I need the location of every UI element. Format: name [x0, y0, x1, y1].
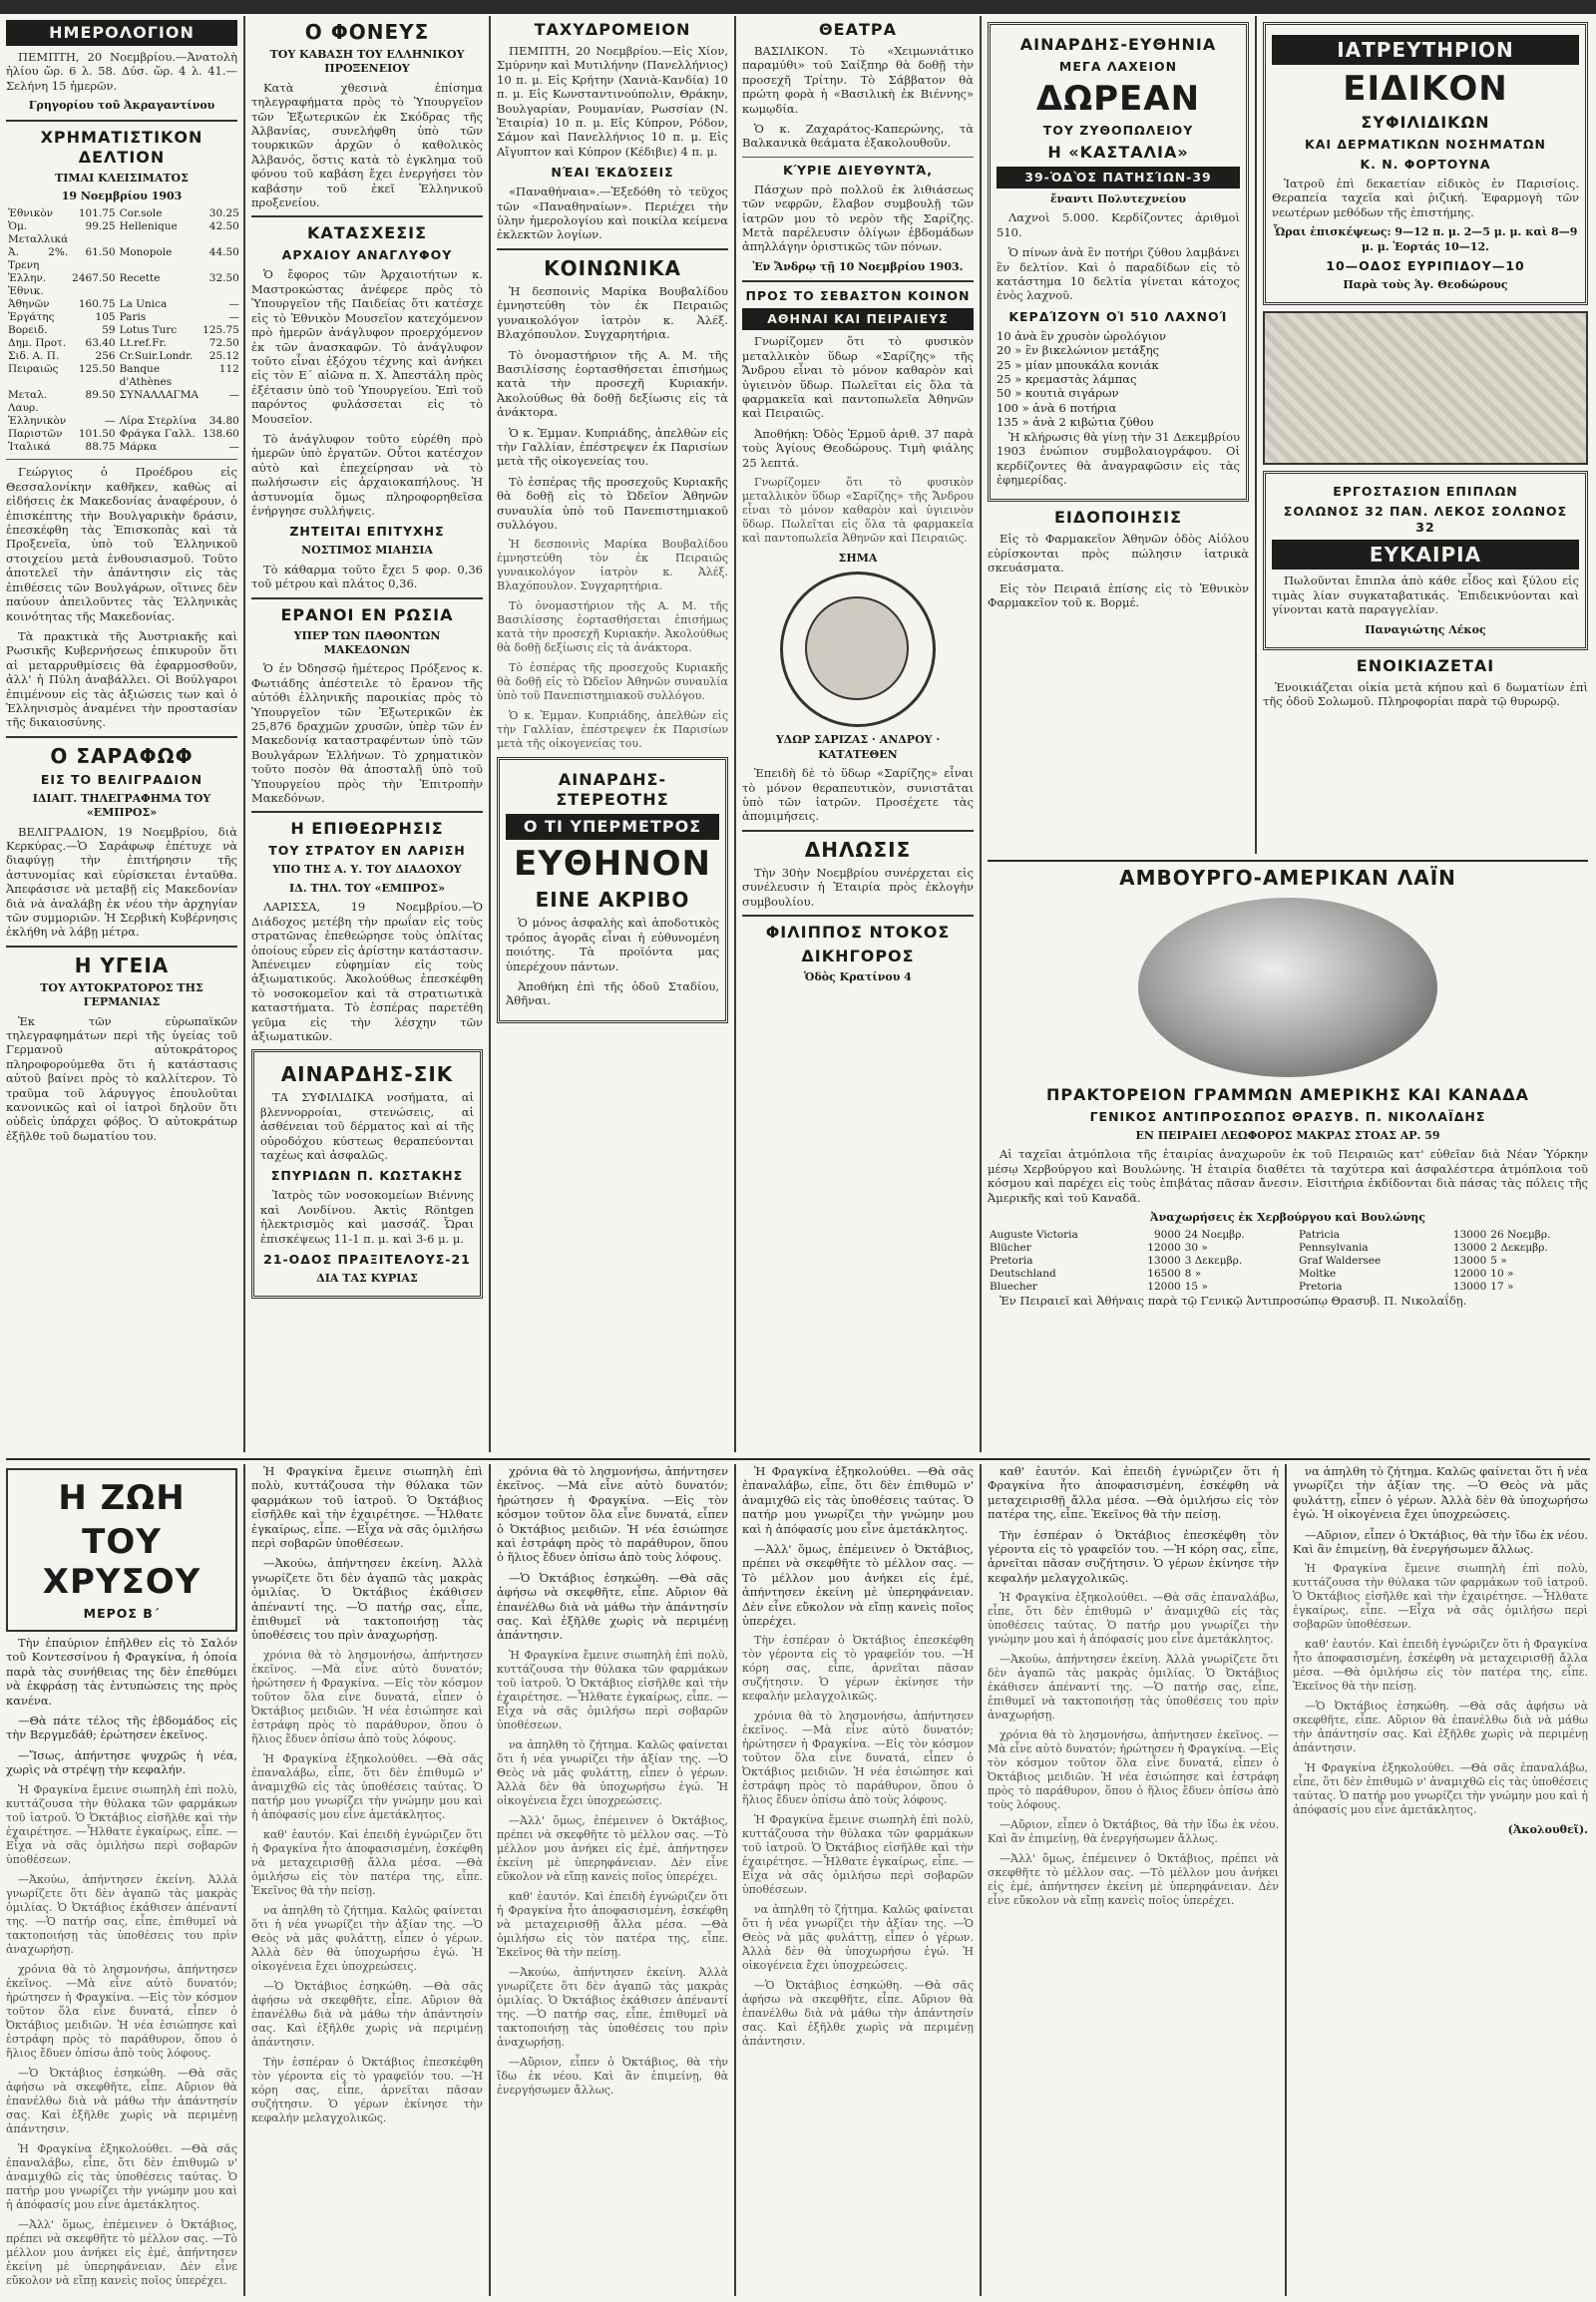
feuilleton-c5: καθ' ἑαυτόν. Καὶ ἐπειδὴ ἐγνώριζεν ὅτι ἡ Φραγκίνα ἦτο ἀποφασισμένη, ἐσκέφθη νὰ μεταχειρισθῇ ἄλλα μέσα. —Θὰ ὁμιλήσω εἰς τὸν πατέρα της, εἶπε. Ἐκεῖνος θὰ τὴν πείσῃ. [988, 1464, 1279, 1522]
offer-big: ΔΩΡΕΑΝ [1035, 79, 1201, 119]
feuilleton-c2: Ἡ Φραγκίνα ἔμεινε σιωπηλὴ ἐπὶ πολὺ, κυττάζουσα τὴν θύλακα τῶν φαρμάκων τοῦ ἰατροῦ. Ὁ Ὀκτάβιος εἰσῆλθε καὶ τὴν ἐχαιρέτησε. —Ἦλθατε ἐγκαίρως, εἶπε. —Εἶχα νὰ σᾶς ὁμιλήσω περὶ σοβαρῶν ὑποθέσεων. [251, 1464, 483, 1551]
feuilleton-c4b: —Ἀλλ' ὅμως, ἐπέμεινεν ὁ Ὀκτάβιος, πρέπει νὰ σκεφθῆτε τὸ μέλλον σας. —Τὸ μέλλον μου ἀνήκει εἰς ἐμέ, ἀπήντησεν ἐκείνη μὲ ὑπερηφάνειαν. Δὲν εἶνε εὔκολον νὰ εἴπῃ κανεὶς ποῖος ὑπερέχει. [742, 1542, 974, 1629]
stereotes-big: ΕΥΘΗΝΟΝ [513, 844, 712, 885]
column-1 [6, 16, 237, 1452]
schedule-row: Pretoria 13000 17 » [1299, 1281, 1514, 1294]
feuilleton-c5g: —Ἀλλ' ὅμως, ἐπέμεινεν ὁ Ὀκτάβιος, πρέπει νὰ σκεφθῆτε τὸ μέλλον σας. —Τὸ μέλλον μου ἀνήκει εἰς ἐμέ, ἀπήντησεν ἐκείνη μὲ ὑπερηφάνειαν. Δὲν εἶνε εὔκολον νὰ εἴπῃ κανεὶς ποῖος ὑπερέχει. [988, 1852, 1279, 1908]
stereotes-text-2: Ἀποθήκη ἐπὶ τῆς ὁδοῦ Σταδίου, Ἀθῆναι. [506, 979, 719, 1008]
notice-5-text-2: Εἰς τὸν Πειραιᾶ ἐπίσης εἰς τὸ Ἐθνικὸν Φαρμακεῖον τοῦ κ. Βορμέ. [988, 580, 1249, 609]
inspection-title: Η ΕΠΙΘΕΩΡΗΣΙΣ [290, 819, 444, 839]
rent-text: Ἐνοικιάζεται οἰκία μετὰ κήπου καὶ 6 δωματίων ἐπὶ τῆς ὁδοῦ Σολωμοῦ. Πληροφορίαι παρὰ τῷ θυρωρῷ. [1263, 680, 1588, 709]
rate-row: Ἑλληνικὸν — Λίρα Στερλίνα 34.80 [8, 415, 239, 428]
clinic-text: Ἰατροῦ ἐπὶ δεκαετίαν εἰδικὸς ἐν Παρισίοις. Θεραπεία ταχεῖα καὶ ῥιζική. Ἐφαρμογὴ τῶν νεωτέρων μεθόδων τῆς ἐπιστήμης. [1272, 177, 1579, 219]
russia-title: ΕΡΑΝΟΙ ΕΝ ΡΩΣΙΑ [280, 604, 454, 624]
theatre-title: ΘΕΑΤΡΑ [819, 20, 897, 39]
feuilleton-col-3 [497, 1464, 728, 2296]
ainardis-ad [251, 1049, 483, 1299]
furniture-ad [1263, 471, 1588, 650]
murder-title: Ο ΦΟΝΕΥΣ [304, 20, 430, 44]
letter-sign: Ἐν Ἄνδρῳ τῇ 10 Νοεμβρίου 1903. [752, 259, 964, 273]
public-subtitle: ΑΘΗΝΑΙ ΚΑΙ ΠΕΙΡΑΙΕΥΣ [742, 308, 974, 330]
feuilleton-c4: Ἡ Φραγκίνα ἐξηκολούθει. —Θὰ σᾶς ἐπαναλάβω, εἶπε, ὅτι δὲν ἐπιθυμῶ ν' ἀναμιχθῶ εἰς τὰς ὑποθέσεις ταύτας. Ὁ πατήρ μου γνωρίζει τὴν γνώμην μου καὶ ἡ ἀπόφασίς μου εἶνε ἀμετάκλητος. [742, 1464, 974, 1536]
ship-illustration-icon [1138, 898, 1437, 1077]
column-5 [988, 16, 1249, 854]
inspection-subtitle-2: ΥΠΟ ΤΗΣ Α. Υ. ΤΟΥ ΔΙΑΔΟΧΟΥ [272, 863, 462, 877]
schedule-tables [988, 1229, 1588, 1294]
letter-text: Πάσχων πρὸ πολλοῦ ἐκ λιθιάσεως τῶν νεφρῶν, ἔλαβον συμβουλῇ τῶν ἰατρῶν μου τὸ νερὸν τῆς Σαρίζης. Μετὰ παρέλευσιν ὀλίγων ἑβδομάδων ἀπηλλάγην ὁριστικῶς τῶν πόνων. [742, 182, 974, 254]
prize-item: 10 ἀνὰ ἓν χρυσὸν ὡρολόγιον [997, 328, 1166, 343]
offer-text: Λαχνοὶ 5.000. Κερδίζοντες ἀριθμοὶ 510. [997, 210, 1240, 239]
schedule-row: Deutschland 16500 8 » [990, 1268, 1202, 1281]
exchange-date: 19 Νοεμβρίου 1903 [61, 190, 183, 203]
feuilleton-c6d: καθ' ἑαυτόν. Καὶ ἐπειδὴ ἐγνώριζεν ὅτι ἡ Φραγκίνα ἦτο ἀποφασισμένη, ἐσκέφθη νὰ μεταχειρισθῇ ἄλλα μέσα. —Θὰ ὁμιλήσω εἰς τὸν πατέρα της, εἶπε. Ἐκεῖνος θὰ τὴν πείσῃ. [1293, 1638, 1588, 1694]
schedule-row: Auguste Victoria 9000 24 Νοεμβρ. [990, 1229, 1245, 1242]
prize-item: 100 » ἀνὰ 6 ποτήρια [997, 400, 1117, 415]
rate-row: Δημ. Προτ. 63.40 Lt.ref.Fr. 72.50 [8, 337, 239, 350]
agency-footer: Ἐν Πειραιεῖ καὶ Ἀθήναις παρὰ τῷ Γενικῷ Ἀντιπροσώπῳ Θρασυβ. Π. Νικολαΐδῃ. [999, 1294, 1467, 1309]
column-6 [1263, 16, 1588, 854]
offer-big-2: ΚΕΡΔΊΖΟΥΝ ΟἹ 510 ΛΑΧΝΟΊ [1008, 308, 1228, 324]
offer-line-3: Η «ΚΑΣΤΑΛΙΑ» [1047, 143, 1189, 162]
rent-title: ΕΝΟΙΚΙΑΖΕΤΑΙ [1356, 656, 1495, 676]
wanted-subtitle: ΝΟΣΤΙΜΟΣ ΜΙΑΗΣΙΑ [301, 544, 433, 558]
books-text: «Παναθήναια».—Ἐξεδόθη τὸ τεῦχος τῶν «Παναθηναίων». Περιέχει τὴν ὑλην ἡμερολογίου καὶ ποικίλα κείμενα ἐκλεκτῶν λογίων. [497, 185, 728, 242]
rate-row: Βορειδ. 59 Lotus Turc 125.75 [8, 324, 239, 337]
social-text-6: Τὸ ὀνομαστήριον τῆς Α. Μ. τῆς Βασιλίσσης ἑορτασθήσεται ἐπισήμως κατὰ τὴν προσεχῆ Κυριακήν. Ἀκολούθως θὰ δοθῇ δεξίωσις εἰς τὰ ἀνάκτορα. [497, 599, 728, 655]
feuilleton-p7: —Ὁ Ὀκτάβιος ἐσηκώθη. —Θὰ σᾶς ἀφήσω νὰ σκεφθῆτε, εἶπε. Αὔριον θὰ ἐπανέλθω διὰ νὰ μάθω τὴν ἀπάντησίν σας. Καὶ ἐξῆλθε χωρὶς νὰ περιμένῃ ἀπάντησιν. [6, 2066, 237, 2135]
wanted-label: ΖΗΤΕΙΤΑΙ ΕΠΙΤΥΧΗΣ [289, 524, 445, 540]
murder-text: Κατὰ χθεσινὰ ἐπίσημα τηλεγραφήματα πρὸς τὸ Ὑπουργεῖον τῶν Ἐξωτερικῶν ἐκ Σκόδρας τῆς Ἀλβανίας, συνελήφθη ὑπὸ τῶν τουρκικῶν ἀρχῶν ὁ καθολικὸς Ἀλβανός, ὅστις κατὰ τὸ ἐγκλημα τοῦ φόνου τοῦ καβάση ἔχει ἐνεργήσει τὸν καβάσην τοῦ ἐκεῖ Ἑλληνικοῦ προξενείου. [251, 80, 483, 210]
schedule-row: Patricia 13000 26 Νοεμβρ. [1299, 1229, 1551, 1242]
feuilleton-c4e: Ἡ Φραγκίνα ἔμεινε σιωπηλὴ ἐπὶ πολὺ, κυττάζουσα τὴν θύλακα τῶν φαρμάκων τοῦ ἰατροῦ. Ὁ Ὀκτάβιος εἰσῆλθε καὶ τὴν ἐχαιρέτησε. —Ἦλθατε ἐγκαίρως, εἶπε. —Εἶχα νὰ σᾶς ὁμιλήσω περὶ σοβαρῶν ὑποθέσεων. [742, 1813, 974, 1897]
rate-row: Ὁμ. Μεταλλικά 99.25 Hellenique 42.50 [8, 220, 239, 246]
books-title: ΝΈΑΙ ἘΚΔΌΣΕΙΣ [551, 165, 674, 181]
seal-label: ΣΗΜΑ [838, 551, 878, 565]
feuilleton-col-5 [988, 1464, 1279, 2296]
feuilleton-c2c: χρόνια θὰ τὸ λησμονήσω, ἀπήντησεν ἐκεῖνος. —Μὰ εἶνε αὐτὸ δυνατόν; ἠρώτησεν ἡ Φραγκίνα. —Εἰς τὸν κόσμον τοῦτον ὅλα εἶνε δυνατά, εἶπεν ὁ Ὀκτάβιος μειδιῶν. Ἡ νέα ἐσιώπησε καὶ ἐστράφη πρὸς τὸ παράθυρον, ὅπου ὁ ἥλιος ἔδυεν ὀπίσω ἀπὸ τοὺς λόφους. [251, 1648, 483, 1745]
feuilleton-p8: Ἡ Φραγκίνα ἐξηκολούθει. —Θὰ σᾶς ἐπαναλάβω, εἶπε, ὅτι δὲν ἐπιθυμῶ ν' ἀναμιχθῶ εἰς τὰς ὑποθέσεις ταύτας. Ὁ πατήρ μου γνωρίζει τὴν γνώμην μου καὶ ἡ ἀπόφασίς μου εἶνε ἀμετάκλητος. [6, 2141, 237, 2211]
feuilleton-col-1 [6, 1464, 237, 2296]
schedule-row: Moltke 12000 10 » [1299, 1268, 1514, 1281]
feuilleton-c3b: —Ὁ Ὀκτάβιος ἐσηκώθη. —Θὰ σᾶς ἀφήσω νὰ σκεφθῆτε, εἶπε. Αὔριον θὰ ἐπανέλθω διὰ νὰ μάθω τὴν ἀπάντησίν σας. Καὶ ἐξῆλθε χωρὶς νὰ περιμένῃ ἀπάντησιν. [497, 1570, 728, 1643]
seal-ring-text: ΥΔΩΡ ΣΑΡΙΖΑΣ · ΑΝΔΡΟΥ · ΚΑΤΑΤΕΘΕΝ [775, 733, 941, 761]
prize-item: 135 » ἀνὰ 2 κιβώτια ζύθου [997, 415, 1154, 430]
public-title: ΠΡΟΣ ΤΟ ΣΕΒΑΣΤΟΝ ΚΟΙΝΟΝ [745, 288, 971, 304]
factory-sign: Παναγιώτης Λέκος [1365, 622, 1486, 636]
offer-text-2: Ὁ πίνων ἀνὰ ἓν ποτήρι ζύθου λαμβάνει ἓν δελτίον. Καὶ ὁ παραδίδων εἰς τὸ κατάστημα 10 δελτία γίνεται κάτοχος ἑνὸς λαχνοῦ. [997, 245, 1240, 303]
offer-line-2: ΤΟΥ ΖΥΘΟΠΩΛΕΙΟΥ [1042, 123, 1194, 138]
feuilleton-c3f: καθ' ἑαυτόν. Καὶ ἐπειδὴ ἐγνώριζεν ὅτι ἡ Φραγκίνα ἦτο ἀποφασισμένη, ἐσκέφθη νὰ μεταχειρισθῇ ἄλλα μέσα. —Θὰ ὁμιλήσω εἰς τὸν πατέρα της, εἶπε. Ἐκεῖνος θὰ τὴν πείσῃ. [497, 1889, 728, 1959]
russia-subtitle: ΥΠΕΡ ΤΩΝ ΠΑΘΟΝΤΩΝ ΜΑΚΕΔΟΝΩΝ [293, 628, 441, 656]
social-title: ΚΟΙΝΩΝΙΚΑ [544, 255, 681, 280]
feuilleton-c6e: —Ὁ Ὀκτάβιος ἐσηκώθη. —Θὰ σᾶς ἀφήσω νὰ σκεφθῆτε, εἶπε. Αὔριον θὰ ἐπανέλθω διὰ νὰ μάθω τὴν ἀπάντησίν σας. Καὶ ἐξῆλθε χωρὶς νὰ περιμένῃ ἀπάντησιν. [1293, 1700, 1588, 1755]
advert-illustration [1263, 311, 1588, 465]
inspection-subtitle: ΤΟΥ ΣΤΡΑΤΟΥ ΕΝ ΛΑΡΙΣΗ [268, 843, 466, 859]
rate-row: Παριστῶν 101.50 Φράγκα Γαλλ. 138.60 [8, 428, 239, 441]
feuilleton-c6c: Ἡ Φραγκίνα ἔμεινε σιωπηλὴ ἐπὶ πολὺ, κυττάζουσα τὴν θύλακα τῶν φαρμάκων τοῦ ἰατροῦ. Ὁ Ὀκτάβιος εἰσῆλθε καὶ τὴν ἐχαιρέτησε. —Ἦλθατε ἐγκαίρως, εἶπε. —Εἶχα νὰ σᾶς ὁμιλήσω περὶ σοβαρῶν ὑποθέσεων. [1293, 1562, 1588, 1632]
public-text: Γνωρίζομεν ὅτι τὸ φυσικὸν μεταλλικὸν ὕδωρ «Σαρίζης» τῆς Ἄνδρου εἶναι τὸ μόνον καθαρὸν καὶ ὑγιεινὸν ὕδωρ. Πωλεῖται εἰς ὅλα τὰ φαρμακεῖα καὶ παντοπωλεῖα Ἀθηνῶν καὶ Πειραιῶς. [742, 334, 974, 421]
sarafof-title: Ο ΣΑΡΑΦΩΦ [50, 743, 194, 768]
exchange-subtitle: ΤΙΜΑΙ ΚΛΕΙΣΙΜΑΤΟΣ [55, 171, 189, 185]
letter-title: ΚΎΡΙΕ ΔΙΕΥΘΥΝΤΆ, [783, 162, 933, 178]
notice-5-title: ΕΙΔΟΠΟΙΗΣΙΣ [1053, 508, 1182, 528]
feuilleton-part: ΜΕΡΟΣ Β΄ [83, 1606, 161, 1621]
feuilleton-c4f: να ἀπηλθη τὸ ζήτημα. Καλῶς φαίνεται ὅτι ἡ νέα γνωρίζει τὴν ἀξίαν της. —Ὁ Θεὸς νὰ μᾶς φυλάττῃ, εἶπεν ὁ γέρων. Ἀλλὰ δὲν θὰ ὑποχωρήσω ἐγώ. Ἡ οἰκογένεια ἔχει ὑποχρεώσεις. [742, 1903, 974, 1973]
schedule-title: Ἀναχωρήσεις ἐκ Χερβούργου καὶ Βουλώνης [1150, 1211, 1425, 1225]
doctor-name: ΣΠΥΡΙΔΩΝ Π. ΚΩΣΤΑΚΗΣ [270, 1168, 464, 1184]
water-text: Ἐπειδὴ δὲ τὸ ὕδωρ «Σαρίζης» εἶναι τὸ μόνον θεραπευτικὸν, συνιστᾶται ὑπὸ τῶν ἰατρῶν. Προσέχετε τὰς ἀπομιμήσεις. [742, 766, 974, 824]
ainardis-text: ΤΑ ΣΥΦΙΛΙΔΙΚΑ νοσήματα, αἱ βλεννορροίαι, στενώσεις, αἱ ἀσθένειαι τοῦ δέρματος καὶ αἱ τῆς οὐροδόχου κύστεως θεραπεύονται ταχέως καὶ ἀσφαλῶς. [260, 1090, 474, 1162]
calendar-text: ΠΕΜΠΤΗ, 20 Νοεμβρίου.—Ἀνατολὴ ἡλίου ὥρ. 6 λ. 58. Δύσ. ὥρ. 4 λ. 41.—Σελήνη 15 ἡμερῶν. [6, 50, 237, 93]
rate-row: Ἑλλην. Ἐθνικ. 2467.50 Recette 32.50 [8, 272, 239, 298]
rate-row: Μεταλ. Λαυρ. 89.50 ΣΥΝΑΛΛΑΓΜΑ — [8, 389, 239, 415]
antiquity-text: Ὁ ἔφορος τῶν Ἀρχαιοτήτων κ. Μαστροκώστας ἀνέφερε πρὸς τὸ Ὑπουργεῖον τῆς Παιδείας ὅτι κατέσχε εἰς τὸ Ἐθνικὸν Μουσεῖον κατεχόμενον πρὸ ἡμερῶν ἀνάγλυφον προερχόμενον ἐκ τῶν ἀνασκαφῶν. Τὸ ἀνάγλυφον τοῦτο εἶναι ἐξόχου τέχνης καὶ ἀνήκει εἰς τὸν Ε΄ αἰῶνα π. Χ. Ἀπεστάλη πρὸς ἐξέτασιν ὑπὸ τοῦ Ὑπουργείου. Ἐπὶ τοῦ παρόντος φυλάσσεται εἰς τὸ Μουσεῖον. [251, 267, 483, 426]
rate-row: Ἰταλικά 88.75 Μάρκα — [8, 441, 239, 454]
antiquity-text-2: Τὸ ἀνάγλυφον τοῦτο εὑρέθη πρὸ ἡμερῶν ὑπὸ ἐργατῶν. Οὗτοι κατέσχον αὐτὸ καὶ ἐπεχείρησαν νὰ τὸ πωλήσωσιν εἰς ἀρχαιοκαπήλους. Ἡ ἀστυνομία ὅμως πληροφορηθεῖσα ἐνήργησε συλλήψεις. [251, 431, 483, 518]
lawyer-name: ΦΙΛΙΠΠΟΣ ΝΤΟΚΟΣ [765, 923, 951, 942]
feuilleton-c5e: χρόνια θὰ τὸ λησμονήσω, ἀπήντησεν ἐκεῖνος. —Μὰ εἶνε αὐτὸ δυνατόν; ἠρώτησεν ἡ Φραγκίνα. —Εἰς τὸν κόσμον τοῦτον ὅλα εἶνε δυνατά, εἶπεν ὁ Ὀκτάβιος μειδιῶν. Ἡ νέα ἐσιώπησε καὶ ἐστράφη πρὸς τὸ παράθυρον, ὅπου ὁ ἥλιος ἔδυεν ὀπίσω ἀπὸ τοὺς λόφους. [988, 1728, 1279, 1812]
social-text-8: Ὁ κ. Ἐμμαν. Κυπριάδης, ἀπελθὼν εἰς τὴν Γαλλίαν, ἐπέστρεψεν ἐκ Παρισίων μετὰ τῆς οἰκογενείας του. [497, 709, 728, 751]
feuilleton-col-6 [1293, 1464, 1588, 2296]
clinic-note: Παρὰ τοὺς Ἁγ. Θεοδώρους [1343, 278, 1508, 292]
schedule-row: Blücher 12000 30 » [990, 1242, 1208, 1255]
article-text: Γεώργιος ὁ Προέδρου εἰς Θεσσαλονίκην καθῆκεν, καθὼς αἱ εἰδήσεις ἐκ Μακεδονίας ἀναφέρουν, ὁ ἐπισκέπτης τὴν Βουλγαρικὴν δράσιν, ἐπεσκέφθη τὰς Ἐπισκοπὰς καὶ τὰ Προξενεῖα, ὑπὸ τοῦ Ἑλληνικοῦ στοιχείου μετὰ ἐνθουσιασμοῦ. Τοῦτο ἀποτελεῖ τὴν ἀπάντησιν εἰς τὰς ἐπιθέσεις τῶν Βουλγάρων, οἵτινες δὲν παύουν ἀπειλοῦντες τὰς Ἑλληνικὰς κοινότητας τῆς Μακεδονίας. [6, 465, 237, 623]
prize-list [997, 329, 1240, 430]
theatre-text: ΒΑΣΙΛΙΚΟΝ. Τὸ «Χειμωνιάτικο παραμύθι» τοῦ Σαίξπηρ θὰ δοθῇ τὴν προσεχῆ Τρίτην. Τὸ Σάββατον θὰ πρώτη φορὰ ἡ «Βασιλικὴ ἐκ Βιέννης» κωμῳδία. [742, 44, 974, 116]
agency-subtitle: ΓΕΝΙΚΟΣ ΑΝΤΙΠΡΟΣΩΠΟΣ ΘΡΑΣΥΒ. Π. ΝΙΚΟΛΑΪΔΗΣ [1089, 1109, 1486, 1124]
feuilleton-p1: Τὴν ἐπαύριον ἐπῆλθεν εἰς τὸ Σαλόν τοῦ Κοντεσσίνου ἡ Φραγκίνα, ἡ ὁποία παρὰ τὰς συνήθειας της δὲν ἐπεθύμει νὰ ἐκφράσῃ τὰς ἐντυπώσεις της πρὸς κανένα. [6, 1636, 237, 1708]
agency-address: ΕΝ ΠΕΙΡΑΙΕΙ ΛΕΩΦΟΡΟΣ ΜΑΚΡΑΣ ΣΤΟΑΣ ΑΡ. 59 [1135, 1129, 1440, 1142]
feuilleton-c2e: καθ' ἑαυτόν. Καὶ ἐπειδὴ ἐγνώριζεν ὅτι ἡ Φραγκίνα ἦτο ἀποφασισμένη, ἐσκέφθη νὰ μεταχειρισθῇ ἄλλα μέσα. —Θὰ ὁμιλήσω εἰς τὸν πατέρα της, εἶπε. Ἐκεῖνος θὰ τὴν πείσῃ. [251, 1827, 483, 1897]
stereotes-ad [497, 757, 728, 1022]
feuilleton-c3d: να ἀπηλθη τὸ ζήτημα. Καλῶς φαίνεται ὅτι ἡ νέα γνωρίζει τὴν ἀξίαν της. —Ὁ Θεὸς νὰ μᾶς φυλάττῃ, εἶπεν ὁ γέρων. Ἀλλὰ δὲν θὰ ὑποχωρήσω ἐγώ. Ἡ οἰκογένεια ἔχει ὑποχρεώσεις. [497, 1737, 728, 1807]
murder-subtitle: ΤΟΥ ΚΑΒΑΣΗ ΤΟΥ ΕΛΛΗΝΙΚΟΥ ΠΡΟΞΕΝΕΙΟΥ [269, 48, 465, 76]
offer-address: 39-ὉΔῸΣ ΠΑΤΗΣΊΩΝ-39 [997, 167, 1240, 189]
column-3 [497, 16, 728, 1452]
lawyer-address: Ὁδὸς Κρατίνου 4 [804, 970, 912, 983]
social-text-4: Τὸ ἑσπέρας τῆς προσεχοῦς Κυριακῆς θὰ δοθῇ εἰς τὸ Ὠδεῖον Ἀθηνῶν συναυλία ὑπὸ τοῦ Πανεπιστημιακοῦ συλλόγου. [497, 474, 728, 532]
feuilleton-c5b: Τὴν ἑσπέραν ὁ Ὀκτάβιος ἐπεσκέφθη τὸν γέροντα εἰς τὸ γραφεῖόν του. —Ἡ κόρη σας, εἶπε, ἀρνεῖται πᾶσαν συζήτησιν. Ὁ γέρων ἐκίνησε τὴν κεφαλήν μελαγχολικῶς. [988, 1527, 1279, 1585]
prize-item: 25 » κρεμαστὰς λάμπας [997, 372, 1137, 387]
offer-note: ἔναντι Πολυτεχνείου [1050, 192, 1186, 205]
inspection-wire: ΙΔ. ΤΗΛ. ΤΟΥ «ΕΜΠΡΟΣ» [289, 881, 445, 895]
feuilleton-p9: —Ἀλλ' ὅμως, ἐπέμεινεν ὁ Ὀκτάβιος, πρέπει νὰ σκεφθῆτε τὸ μέλλον σας. —Τὸ μέλλον μου ἀνήκει εἰς ἐμέ, ἀπήντησεν ἐκείνη μὲ ὑπερηφάνειαν. Δὲν εἶνε εὔκολον νὰ εἴπῃ κανεὶς ποῖος ὑπερέχει. [6, 2217, 237, 2287]
sarafof-text: ΒΕΛΙΓΡΑΔΙΟΝ, 19 Νοεμβρίου, διὰ Κερκύρας.—Ὁ Σαράφωφ ἐπέτυχε νὰ διαφύγῃ τὴν ἐπιτήρησιν τῆς ἀστυνομίας καὶ εὑρίσκεται ἐνταῦθα. Ἀπεφάσισε νὰ μεταβῇ εἰς Μακεδονίαν διὰ νὰ ἀναλάβῃ ἐκ νέου τὴν ἀρχηγίαν τῶν συμμοριῶν. Ἡ Σερβικὴ Κυβέρνησις ἐκλήθη νὰ λάβῃ μέτρα. [6, 824, 237, 940]
antiquity-title: ΚΑΤΑΣΧΕΣΙΣ [306, 223, 428, 243]
feuilleton-continued: (Ἀκολουθεῖ). [1507, 1823, 1588, 1837]
clinic-hours: Ὧραι ἐπισκέψεως: 9—12 π. μ. 2—5 μ. μ. καὶ 8—9 μ. μ. Ἑορτάς 10—12. [1273, 225, 1578, 253]
health-title: Η ΥΓΕΙΑ [74, 953, 170, 977]
exchange-table [6, 207, 241, 454]
public-text-2: Ἀποθήκη: Ὁδὸς Ἑρμοῦ ἀριθ. 37 παρὰ τοὺς Ἁγίους Θεοδώρους. Τιμὴ φιάλης 25 λεπτά. [742, 426, 974, 470]
rate-row: Σιδ. Α. Π. 256 Cr.Suir.Londr. 25.12 [8, 350, 239, 363]
clinic-subtitle: ΕΙΔΙΚΟΝ [1343, 69, 1508, 109]
ainardis-title: ΑΙΝΑΡΔΗΣ-ΣΙΚ [280, 1062, 454, 1087]
post-title: ΤΑΧΥΔΡΟΜΕΙΟΝ [534, 20, 691, 39]
schedule-row: Bluecher 12000 15 » [990, 1281, 1208, 1294]
feuilleton-c4g: —Ὁ Ὀκτάβιος ἐσηκώθη. —Θὰ σᾶς ἀφήσω νὰ σκεφθῆτε, εἶπε. Αὔριον θὰ ἐπανέλθω διὰ νὰ μάθω τὴν ἀπάντησίν σας. Καὶ ἐξῆλθε χωρὶς νὰ περιμένῃ ἀπάντησιν. [742, 1979, 974, 2049]
clinic-ad [1263, 22, 1588, 305]
inspection-text: ΛΑΡΙΣΣΑ, 19 Νοεμβρίου.—Ὁ Διάδοχος μετέβη τὴν πρωΐαν εἰς τοὺς στρατῶνας ἐπεθεώρησε τοὺς ὁπλίτας ὁποίους εὗρεν εἰς ἀρίστην κατάστασιν. Ἀπένειμεν εὐφημίαν εἰς τοὺς ἀξιωματικούς. Ἀκολούθως ἐπεσκέφθη τὸ νοσοκομεῖον καὶ τὰ στρατιωτικὰ καταστήματα. Τὸ ἑσπέρας παρετέθη γεῦμα εἰς τὴν λέσχην τῶν ἀξιωματικῶν. [251, 900, 483, 1043]
offer-text-3: Ἡ κλήρωσις θὰ γίνῃ τὴν 31 Δεκεμβρίου 1903 ἐνώπιον συμβολαιογράφου. Οἱ κερδίζοντες θὰ ἀναγραφῶσιν εἰς τὰς ἐφημερίδας. [997, 429, 1240, 487]
schedule-right [1297, 1229, 1588, 1294]
health-text: Ἐκ τῶν εὐρωπαϊκῶν τηλεγραφημάτων περὶ τῆς ὑγείας τοῦ Γερμανοῦ αὐτοκράτορος πληροφορούμεθα ὅτι ἡ κατάστασις αὐτοῦ βαίνει πρὸς τὸ καλλίτερον. Τὸ τραῦμα τοῦ λάρυγγος ἐπουλοῦται κανονικῶς καὶ οἱ ἰατροὶ δηλοῦν ὅτι οὐδεὶς ὑπάρχει φόβος. Ὁ αὐτοκράτωρ ἐξῆλθε τοῦ δωματίου του. [6, 1013, 237, 1143]
wanted-text: Τὸ κάθαρμα τοῦτο ἔχει 5 φορ. 0,36 τοῦ μέτρου καὶ πλάτος 0,36. [251, 562, 483, 591]
clinic-address: 10—ΟΔΟΣ ΕΥΡΙΠΙΔΟΥ—10 [1326, 258, 1525, 274]
agency-text: Αἱ ταχεῖαι ἀτμόπλοια τῆς ἑταιρίας ἀναχωροῦν ἐκ τοῦ Πειραιῶς κατ' εὐθεῖαν διὰ Νέαν Ὑόρκην μέσῳ Χερβούργου καὶ Βουλώνης. Ἡ ἑταιρία διαθέτει τὰ ταχύτερα καὶ ἀσφαλέστερα ἀτμόπλοια τοῦ κόσμου καὶ παρέχει εἰς τοὺς ἐπιβάτας πᾶσαν ἄνεσιν. Εἰσιτήρια ἐκδίδονται διὰ πάσας τὰς πόλεις τῆς Ἀμερικῆς καὶ τοῦ Καναδᾶ. [988, 1147, 1588, 1205]
doctor-text: Ἰατρὸς τῶν νοσοκομείων Βιέννης καὶ Λονδίνου. Ἀκτὶς Röntgen ἠλεκτρισμὸς καὶ μασσάζ. Ὧραι ἐπισκέψεως 11-1 π. μ. καὶ 3-6 μ. μ. [260, 1188, 474, 1246]
notice-5-text: Εἰς τὸ Φαρμακεῖον Ἀθηνῶν ὁδὸς Αἰόλου εὑρίσκονται πρὸς πώλησιν ἰατρικὰ σκευάσματα. [988, 532, 1249, 576]
feuilleton-col-4 [742, 1464, 974, 2296]
rate-row: Πειραιῶς 125.50 Banque d'Athènes 112 [8, 363, 239, 389]
stereotes-title: ΑΙΝΑΡΔΗΣ-ΣΤΕΡΕΟΤΗΣ [556, 770, 669, 810]
feuilleton-c2d: Ἡ Φραγκίνα ἐξηκολούθει. —Θὰ σᾶς ἐπαναλάβω, εἶπε, ὅτι δὲν ἐπιθυμῶ ν' ἀναμιχθῶ εἰς τὰς ὑποθέσεις ταύτας. Ὁ πατήρ μου γνωρίζει τὴν γνώμην μου καὶ ἡ ἀπόφασίς μου εἶνε ἀμετάκλητος. [251, 1751, 483, 1821]
offer-title: ΑΙΝΑΡΔΗΣ-ΕΥΘΗΝΙΑ [1019, 35, 1217, 54]
schedule-row: Pennsylvania 13000 2 Δεκεμβρ. [1299, 1242, 1548, 1255]
sarafof-wire: ΙΔΙΑΙΤ. ΤΗΛΕΓΡΑΦΗΜΑ ΤΟΥ «ΕΜΠΡΟΣ» [32, 791, 211, 820]
factory-title: ΕΡΓΟΣΤΑΣΙΟΝ ΕΠΙΠΛΩΝ [1333, 484, 1518, 500]
health-subtitle: ΤΟΥ ΑΥΤΟΚΡΑΤΟΡΟΣ ΤΗΣ ΓΕΡΜΑΝΙΑΣ [40, 980, 203, 1009]
feuilleton-c5c: Ἡ Φραγκίνα ἐξηκολούθει. —Θὰ σᾶς ἐπαναλάβω, εἶπε, ὅτι δὲν ἐπιθυμῶ ν' ἀναμιχθῶ εἰς τὰς ὑποθέσεις ταύτας. Ὁ πατήρ μου γνωρίζει τὴν γνώμην μου καὶ ἡ ἀπόφασίς μου εἶνε ἀμετάκλητος. [988, 1591, 1279, 1647]
prize-item: 25 » μίαν μπουκάλα κονιάκ [997, 357, 1159, 372]
feuilleton-p3: —Ἴσως, ἀπήντησε ψυχρῶς ἡ νέα, χωρὶς νὰ στρέψῃ τὴν κεφαλήν. [6, 1747, 237, 1777]
sarafof-subtitle: ΕΙΣ ΤΟ ΒΕΛΙΓΡΑΔΙΟΝ [40, 771, 203, 787]
feuilleton-c5f: —Αὔριον, εἶπεν ὁ Ὀκτάβιος, θὰ τὴν ἴδω ἐκ νέου. Καὶ ἂν ἐπιμείνῃ, θὰ ἐνεργήσωμεν ἄλλως. [988, 1818, 1279, 1846]
seal-portrait [805, 596, 909, 700]
rate-row: Ἀ. 2%. Τρενη 61.50 Monopole 44.50 [8, 246, 239, 272]
social-text-5: Ἡ δεσποινὶς Μαρίκα Βουβαλίδου ἐμνηστεύθη τὸν ἐκ Πειραιῶς γυναικολόγον ἰατρὸν κ. Ἀλέξ. Βλαχόπουλον. Συγχαρητήρια. [497, 538, 728, 593]
feuilleton-c6: να ἀπηλθη τὸ ζήτημα. Καλῶς φαίνεται ὅτι ἡ νέα γνωρίζει τὴν ἀξίαν της. —Ὁ Θεὸς νὰ μᾶς φυλάττῃ, εἶπεν ὁ γέρων. Ἀλλὰ δὲν θὰ ὑποχωρήσω ἐγώ. Ἡ οἰκογένεια ἔχει ὑποχρεώσεις. [1293, 1464, 1588, 1522]
feuilleton-c2h: Τὴν ἑσπέραν ὁ Ὀκτάβιος ἐπεσκέφθη τὸν γέροντα εἰς τὸ γραφεῖόν του. —Ἡ κόρη σας, εἶπε, ἀρνεῖται πᾶσαν συζήτησιν. Ὁ γέρων ἐκίνησε τὴν κεφαλήν μελαγχολικῶς. [251, 2055, 483, 2124]
exchange-title: ΧΡΗΜΑΤΙΣΤΙΚΟΝ ΔΕΛΤΙΟΝ [40, 127, 203, 167]
feuilleton-c4c: Τὴν ἑσπέραν ὁ Ὀκτάβιος ἐπεσκέφθη τὸν γέροντα εἰς τὸ γραφεῖόν του. —Ἡ κόρη σας, εἶπε, ἀρνεῖται πᾶσαν συζήτησιν. Ὁ γέρων ἐκίνησε τὴν κεφαλήν μελαγχολικῶς. [742, 1634, 974, 1704]
feuilleton-c3c: Ἡ Φραγκίνα ἔμεινε σιωπηλὴ ἐπὶ πολὺ, κυττάζουσα τὴν θύλακα τῶν φαρμάκων τοῦ ἰατροῦ. Ὁ Ὀκτάβιος εἰσῆλθε καὶ τὴν ἐχαιρέτησε. —Ἦλθατε ἐγκαίρως, εἶπε. —Εἶχα νὰ σᾶς ὁμιλήσω περὶ σοβαρῶν ὑποθέσεων. [497, 1648, 728, 1731]
schedule-row: Pretoria 13000 3 Δεκεμβρ. [990, 1255, 1243, 1268]
rate-row: Ἐργάτης 105 Paris — [8, 311, 239, 324]
shipping-ad [988, 860, 1588, 1454]
clinic-doctor: Κ. Ν. ΦΟΡΤΟΥΝΑ [1360, 157, 1491, 172]
offer-line-1: ΜΕΓΑ ΛΑΧΕΙΟΝ [1058, 59, 1178, 74]
feuilleton-title: Η ΖΩΗ [58, 1478, 186, 1518]
public-text-3: Γνωρίζομεν ὅτι τὸ φυσικὸν μεταλλικὸν ὕδωρ «Σαρίζης» τῆς Ἄνδρου εἶναι τὸ μόνον καθαρὸν καὶ ὑγιεινὸν ὕδωρ. Πωλεῖται εἰς ὅλα τὰ φαρμακεῖα καὶ παντοπωλεῖα Ἀθηνῶν καὶ Πειραιῶς. [742, 475, 974, 545]
doctor-note: ΔΙΑ ΤΑΣ ΚΥΡΙΑΣ [316, 1272, 418, 1285]
lawyer-title: ΔΙΚΗΓΟΡΟΣ [801, 947, 915, 965]
feuilleton-heading [6, 1468, 237, 1632]
feuilleton-c6b: —Αὔριον, εἶπεν ὁ Ὀκτάβιος, θὰ τὴν ἴδω ἐκ νέου. Καὶ ἂν ἐπιμείνῃ, θὰ ἐνεργήσωμεν ἄλλως. [1293, 1527, 1588, 1557]
schedule-row: Graf Waldersee 13000 5 » [1299, 1255, 1507, 1268]
theatre-text-2: Ὁ κ. Ζαχαράτος-Καπερώνης, τὰ Βαλκανικὰ θεάματα ἐξακολουθοῦν. [742, 122, 974, 151]
rate-row: Ἀθηνῶν 160.75 La Unica — [8, 298, 239, 311]
feuilleton-title-2: ΤΟΥ ΧΡΥΣΟΥ [42, 1522, 201, 1602]
factory-text: Πωλοῦνται ἔπιπλα ἀπὸ κάθε εἶδος καὶ ξύλου εἰς τιμὰς λίαν συγκαταβατικάς. Ἐπιδεικνύονται καὶ γίνονται κατὰ παραγγελίαν. [1272, 574, 1579, 617]
social-text-3: Ὁ κ. Ἐμμαν. Κυπριάδης, ἀπελθὼν εἰς τὴν Γαλλίαν, ἐπέστρεψεν ἐκ Παρισίων μετὰ τῆς οἰκογενείας του. [497, 425, 728, 469]
prize-item: 20 » ἓν βικελώνιον μετάξης [997, 343, 1160, 358]
calendar-title: ΗΜΕΡΟΛΟΓΙΟΝ [6, 20, 237, 46]
schedule-left [988, 1229, 1279, 1294]
rate-row: Ἐθνικὸν 101.75 Cor.sole 30.25 [8, 207, 239, 220]
feuilleton-c4d: χρόνια θὰ τὸ λησμονήσω, ἀπήντησεν ἐκεῖνος. —Μὰ εἶνε αὐτὸ δυνατόν; ἠρώτησεν ἡ Φραγκίνα. —Εἰς τὸν κόσμον τοῦτον ὅλα εἶνε δυνατά, εἶπεν ὁ Ὀκτάβιος μειδιῶν. Ἡ νέα ἐσιώπησε καὶ ἐστράφη πρὸς τὸ παράθυρον, ὅπου ὁ ἥλιος ἔδυεν ὀπίσω ἀπὸ τοὺς λόφους. [742, 1710, 974, 1807]
feuilleton-p6: χρόνια θὰ τὸ λησμονήσω, ἀπήντησεν ἐκεῖνος. —Μὰ εἶνε αὐτὸ δυνατόν; ἠρώτησεν ἡ Φραγκίνα. —Εἰς τὸν κόσμον τοῦτον ὅλα εἶνε δυνατά, εἶπεν ὁ Ὀκτάβιος μειδιῶν. Ἡ νέα ἐσιώπησε καὶ ἐστράφη πρὸς τὸ παράθυρον, ὅπου ὁ ἥλιος ἔδυεν ὀπίσω ἀπὸ τοὺς λόφους. [6, 1962, 237, 2060]
column-2 [251, 16, 483, 1452]
kastalia-ad [988, 22, 1249, 502]
prize-item: 50 » κουτιὰ σιγάρων [997, 386, 1119, 401]
column-4 [742, 16, 974, 1452]
agency-title: ΠΡΑΚΤΟΡΕΙΟΝ ΓΡΑΜΜΩΝ ΑΜΕΡΙΚΗΣ ΚΑΙ ΚΑΝΑΔΑ [1045, 1085, 1530, 1104]
feuilleton-c5d: —Ἀκούω, ἀπήντησεν ἐκείνη. Ἀλλὰ γνωρίζετε ὅτι δὲν ἀγαπῶ τὰς μακρὰς ὁμιλίας. Ὁ Ὀκτάβιος ἐκάθισεν ἀπέναντί της. —Ὁ πατήρ σας, εἶπε, ἐπιθυμεῖ νὰ τακτοποιήσῃ τὰς ὑποθέσεις του πρὶν ἀναχωρήσῃ. [988, 1653, 1279, 1723]
stereotes-text: Ὁ μόνος ἀσφαλὴς καὶ ἀποδοτικὸς τρόπος ἀγορᾶς εἶναι ἡ εὐθυνομένη ποιότης. Τὰ προϊόντα μας ὑπερέχουν πάντων. [506, 916, 719, 973]
feuilleton-c3h: —Αὔριον, εἶπεν ὁ Ὀκτάβιος, θὰ τὴν ἴδω ἐκ νέου. Καὶ ἂν ἐπιμείνῃ, θὰ ἐνεργήσωμεν ἄλλως. [497, 2055, 728, 2097]
calendar-note: Γρηγορίου τοῦ Ἀκραγαντίνου [28, 99, 215, 113]
doctor-address: 21-ΟΔΟΣ ΠΡΑΞΙΤΕΛΟΥΣ-21 [263, 1252, 471, 1267]
clinic-subtitle-3: ΚΑΙ ΔΕΡΜΑΤΙΚΩΝ ΝΟΣΗΜΑΤΩΝ [1305, 137, 1546, 152]
clinic-subtitle-2: ΣΥΦΙΛΙΔΙΚΩΝ [1361, 113, 1490, 132]
article-text-2: Τὰ πρακτικὰ τῆς Ἀυστριακῆς καὶ Ρωσικῆς Κυβερνήσεως ἐπικυροῦν ὅτι αἱ μεταρρυθμίσεις θὰ ἐφαρμοσθοῦν, ἀλλ' ἡ Πύλη ἀναβάλλει. Οἱ Βούλγαροι ἐπιμένουν εἰς τὰς ἀξιώσεις των καὶ ὁ Ἑλληνισμὸς ἀναμένει τὴν προστασίαν τῆς δικαιοσύνης. [6, 628, 237, 730]
ship-title: ΑΜΒΟΥΡΓΟ-ΑΜΕΡΙΚΑΝ ΛΑΪΝ [1119, 866, 1456, 890]
social-text-2: Τὸ ὀνομαστήριον τῆς Α. Μ. τῆς Βασιλίσσης ἑορτασθήσεται ἐπισήμως κατὰ τὴν προσεχῆ Κυριακήν. Ἀκολούθως θὰ δοθῇ δεξίωσις εἰς τὰ ἀνάκτορα. [497, 347, 728, 420]
feuilleton-c2f: να ἀπηλθη τὸ ζήτημα. Καλῶς φαίνεται ὅτι ἡ νέα γνωρίζει τὴν ἀξίαν της. —Ὁ Θεὸς νὰ μᾶς φυλάττῃ, εἶπεν ὁ γέρων. Ἀλλὰ δὲν θὰ ὑποχωρήσω ἐγώ. Ἡ οἰκογένεια ἔχει ὑποχρεώσεις. [251, 1903, 483, 1973]
clinic-title: ΙΑΤΡΕΥΤΗΡΙΟΝ [1272, 35, 1579, 65]
post-text: ΠΕΜΠΤΗ, 20 Νοεμβρίου.—Εἰς Χίον, Σμύρνην καὶ Μυτιλήνην (Πανελλήνιος) 10 π. μ. Εἰς Κρήτην (Χανιὰ-Κανδία) 10 π. μ. Εἰς Κωνσταντινούπολιν, Θράκην, Βουλγαρίαν, Ρουμανίαν, Ρωσσίαν (Ν. Ἑταιρία) 10 π. μ. Εἰς Κύπρον, Ρόδον, Σάμον καὶ Πανελλήνιος 10 π. μ. Εἰς Αἴγυπτον καὶ Κύπρον (Κέδιβιε) 4 π. μ. [497, 44, 728, 159]
feuilleton-c3: χρόνια θὰ τὸ λησμονήσω, ἀπήντησεν ἐκεῖνος. —Μὰ εἶνε αὐτὸ δυνατόν; ἠρώτησεν ἡ Φραγκίνα. —Εἰς τὸν κόσμον τοῦτον ὅλα εἶνε δυνατά, εἶπεν ὁ Ὀκτάβιος μειδιῶν. Ἡ νέα ἐσιώπησε καὶ ἐστράφη πρὸς τὸ παράθυρον, ὅπου ὁ ἥλιος ἔδυεν ὀπίσω ἀπὸ τοὺς λόφους. [497, 1464, 728, 1565]
sariza-seal-icon [780, 572, 936, 727]
feuilleton-c2g: —Ὁ Ὀκτάβιος ἐσηκώθη. —Θὰ σᾶς ἀφήσω νὰ σκεφθῆτε, εἶπε. Αὔριον θὰ ἐπανέλθω διὰ νὰ μάθω τὴν ἀπάντησίν σας. Καὶ ἐξῆλθε χωρὶς νὰ περιμένῃ ἀπάντησιν. [251, 1979, 483, 2049]
feuilleton-c3e: —Ἀλλ' ὅμως, ἐπέμεινεν ὁ Ὀκτάβιος, πρέπει νὰ σκεφθῆτε τὸ μέλλον σας. —Τὸ μέλλον μου ἀνήκει εἰς ἐμέ, ἀπήντησεν ἐκείνη μὲ ὑπερηφάνειαν. Δὲν εἶνε εὔκολον νὰ εἴπῃ κανεὶς ποῖος ὑπερέχει. [497, 1813, 728, 1883]
feuilleton-c3g: —Ἀκούω, ἀπήντησεν ἐκείνη. Ἀλλὰ γνωρίζετε ὅτι δὲν ἀγαπῶ τὰς μακρὰς ὁμιλίας. Ὁ Ὀκτάβιος ἐκάθισεν ἀπέναντί της. —Ὁ πατήρ σας, εἶπε, ἐπιθυμεῖ νὰ τακτοποιήσῃ τὰς ὑποθέσεις του πρὶν ἀναχωρήσῃ. [497, 1965, 728, 2049]
feuilleton-col-2 [251, 1464, 483, 2296]
factory-line: ΣΟΛΩΝΟΣ 32 ΠΑΝ. ΛΕΚΟΣ ΣΟΛΩΝΟΣ 32 [1283, 504, 1568, 536]
social-text-7: Τὸ ἑσπέρας τῆς προσεχοῦς Κυριακῆς θὰ δοθῇ εἰς τὸ Ὠδεῖον Ἀθηνῶν συναυλία ὑπὸ τοῦ Πανεπιστημιακοῦ συλλόγου. [497, 661, 728, 703]
antiquity-subtitle: ΑΡΧΑΙΟΥ ΑΝΑΓΛΥΦΟΥ [281, 247, 453, 263]
feuilleton-p5: —Ἀκούω, ἀπήντησεν ἐκείνη. Ἀλλὰ γνωρίζετε ὅτι δὲν ἀγαπῶ τὰς μακρὰς ὁμιλίας. Ὁ Ὀκτάβιος ἐκάθισεν ἀπέναντί της. —Ὁ πατήρ σας, εἶπε, ἐπιθυμεῖ νὰ τακτοποιήσῃ τὰς ὑποθέσεις του πρὶν ἀναχωρήσῃ. [6, 1872, 237, 1956]
masthead-band [0, 0, 1596, 14]
stereotes-line: Ο ΤΙ ΥΠΕΡΜΕΤΡΟΣ [506, 814, 719, 840]
social-text: Ἡ δεσποινὶς Μαρίκα Βουβαλίδου ἐμνηστεύθη τὸν ἐκ Πειραιῶς γυναικολόγον ἰατρὸν κ. Ἀλέξ. Βλαχόπουλον. Συγχαρητήρια. [497, 283, 728, 342]
feuilleton-p2: —Θὰ πάτε τέλος τῆς ἑβδομάδος εἰς τὴν Βεργμεδάθ; ἐρώτησεν ἐκεῖνος. [6, 1714, 237, 1742]
feuilleton-c6f: Ἡ Φραγκίνα ἐξηκολούθει. —Θὰ σᾶς ἐπαναλάβω, εἶπε, ὅτι δὲν ἐπιθυμῶ ν' ἀναμιχθῶ εἰς τὰς ὑποθέσεις ταύτας. Ὁ πατήρ μου γνωρίζει τὴν γνώμην μου καὶ ἡ ἀπόφασίς μου εἶνε ἀμετάκλητος. [1293, 1761, 1588, 1817]
feuilleton-p4: Ἡ Φραγκίνα ἔμεινε σιωπηλὴ ἐπὶ πολὺ, κυττάζουσα τὴν θύλακα τῶν φαρμάκων τοῦ ἰατροῦ. Ὁ Ὀκτάβιος εἰσῆλθε καὶ τὴν ἐχαιρέτησε. —Ἦλθατε ἐγκαίρως, εἶπε. —Εἶχα νὰ σᾶς ὁμιλήσω περὶ σοβαρῶν ὑποθέσεων. [6, 1782, 237, 1866]
stereotes-subtitle: ΕΙΝΕ ΑΚΡΙΒΟ [535, 888, 690, 913]
feuilleton-c2b: —Ἀκούω, ἀπήντησεν ἐκείνη. Ἀλλὰ γνωρίζετε ὅτι δὲν ἀγαπῶ τὰς μακρὰς ὁμιλίας. Ὁ Ὀκτάβιος ἐκάθισεν ἀπέναντί της. —Ὁ πατήρ σας, εἶπε, ἐπιθυμεῖ νὰ τακτοποιήσῃ τὰς ὑποθέσεις του πρὶν ἀναχωρήσῃ. [251, 1556, 483, 1643]
russia-text: Ὁ ἐν Ὀδησσῷ ἡμέτερος Πρόξενος κ. Φωτιάδης ἀπέστειλε τὸ ἔρανον τῆς αὐτόθι ἐλληνικῆς παροικίας πρὸς τὸ Ὑπουργεῖον τῶν Ἐξωτερικῶν ἐκ 25,876 δραχμῶν χρυσῶν, ὑπὲρ τῶν ἐν Μακεδονίᾳ καταστραφέντων ὑπὸ τῶν Βουλγάρων Ἑλλήνων. Τὸ χρηματικὸν τοῦτο ποσὸν θὰ ἀποσταλῇ ὑπὸ τοῦ Ὑπουργείου πρὸς τὴν Ἐπιτροπὴν Μακεδόνων. [251, 661, 483, 806]
notice-title: ΔΗΛΩΣΙΣ [804, 837, 912, 862]
factory-big: ΕΥΚΑΙΡΙΑ [1272, 540, 1579, 570]
notice-text: Τὴν 30ὴν Νοεμβρίου συνέρχεται εἰς συνέλευσιν ἡ Ἐταιρία πρὸς ἐκλογὴν συμβουλίου. [742, 865, 974, 909]
